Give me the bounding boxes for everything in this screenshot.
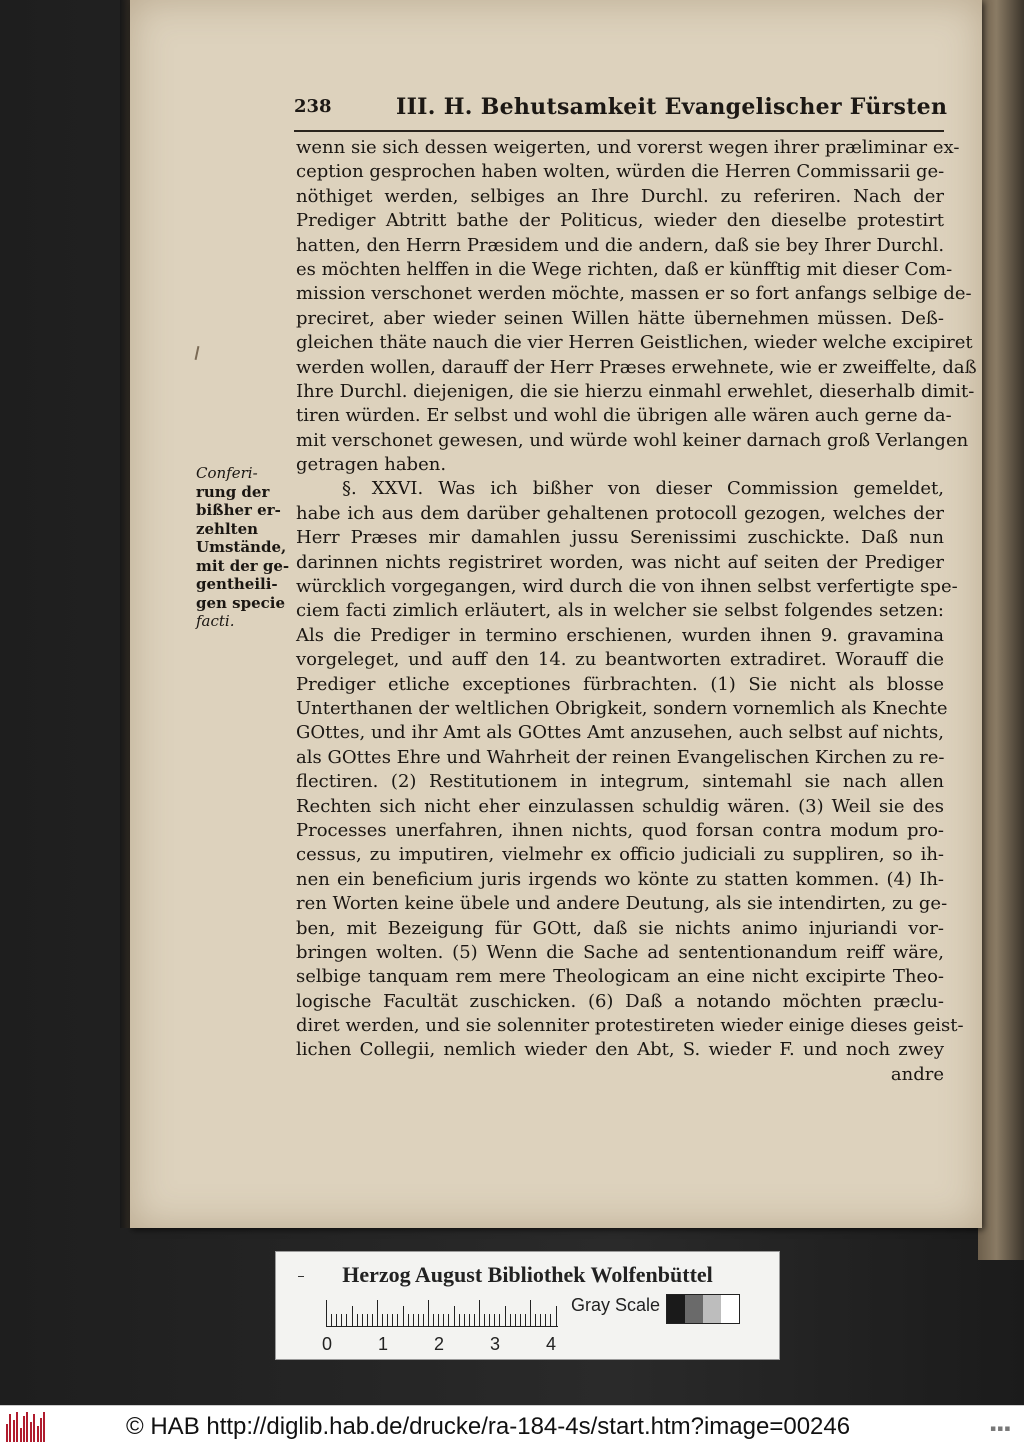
body-text [296,136,977,1087]
text-line: vorgeleget, und auff den 14. zu beantworten extradiret. Worauff die [296,649,944,671]
ruler-tick [550,1314,551,1326]
running-head: III. H. Behutsamkeit Evangelischer Fürsten [396,94,948,120]
text-line: tiren würden. Er selbst und wohl die übrigen alle wären auch gerne da- [296,405,952,427]
text-line: logische Facultät zuschicken. (6) Daß a notando möchten præclu- [296,990,944,1012]
text-line: ren Worten keine übele und andere Deutung, als sie intendirten, zu ge- [296,893,948,915]
text-line: würcklich vorgegangen, wird durch die von ihnen selbst verfertigte spe- [296,576,958,598]
text-line: flectiren. (2) Restitutionem in integrum, sintemahl sie nach allen [296,771,944,793]
text-line: darinnen nichts registriret worden, was nicht auf seiten der Prediger [296,551,944,573]
ruler-tick [494,1314,495,1326]
logo-bar [9,1414,11,1442]
text-line: als GOttes Ehre und Wahrheit der reinen Evangelischen Kirchen zu re- [296,746,945,768]
margin-note-line: Umstände, [196,538,287,556]
text-line: Prediger Abtritt bathe der Politicus, wieder den dieselbe protestirt [296,210,944,232]
logo-bar [40,1418,42,1442]
text-line: cessus, zu imputiren, vielmehr ex officio judiciali zu suppliren, so ih- [296,844,944,866]
text-line: Ihre Durchl. diejenigen, die sie hierzu einmahl erwehlet, dieserhalb dimit- [296,380,975,402]
text-line: Processes unerfahren, ihnen nichts, quod forsan contra modum pro- [296,819,944,841]
text-line: nen ein beneficium juris irgends wo könte zu statten kommen. (4) Ih- [296,868,944,890]
ruler-tick [505,1306,506,1326]
margin-note-line: gen specie [196,593,286,612]
ruler-tick [377,1300,378,1326]
text-line: habe ich aus dem darüber gehaltenen protocoll gezogen, welches der [296,502,944,524]
text-line: ception gesprochen haben wolten, würden die Herren Commissarii ge- [296,161,945,183]
margin-note-line: Conferi- [196,464,258,482]
text-line: Unterthanen der weltlichen Obrigkeit, sondern vornemlich als Knechte [296,697,948,719]
ruler-tick [520,1314,521,1326]
ruler-tick [336,1314,337,1326]
ruler-tick [372,1314,373,1326]
text-line: selbige tanquam rem mere Theologicam an eine nicht excipirte Theo- [296,966,944,988]
ruler-tick [438,1314,439,1326]
ruler-tick [382,1314,383,1326]
text-line: preciret, aber wieder seinen Willen hätte übernehmen müssen. Deß- [296,307,944,329]
logo-bar [30,1422,32,1442]
ruler-tick [392,1314,393,1326]
text-line: GOttes, und ihr Amt als GOttes Amt anzusehen, auch selbst auf nichts, [296,722,944,744]
gray-swatch [721,1295,739,1323]
library-label-card [275,1251,780,1360]
ruler-tick [428,1300,429,1326]
ruler-tick [454,1306,455,1326]
page-header [294,94,948,128]
book-edge [978,0,1024,1260]
ruler-tick [413,1314,414,1326]
ruler-tick [397,1314,398,1326]
ruler-tick [530,1300,531,1326]
text-line: lichen Collegii, nemlich wieder den Abt, S. wieder F. und noch zwey [296,1039,944,1061]
ruler-number: 0 [322,1334,333,1354]
scale-ruler [326,1296,558,1328]
ruler-number: 3 [490,1334,501,1354]
footer-bar [0,1405,1024,1448]
ruler-tick [469,1314,470,1326]
ruler-tick [403,1306,404,1326]
text-line: gleichen thäte nauch die vier Herren Geistlichen, wieder welche excipiret [296,332,973,354]
ruler-tick [499,1314,500,1326]
margin-note-line: facti. [196,612,235,630]
ruler-tick [387,1314,388,1326]
ruler-baseline [326,1326,558,1327]
ruler-number: 2 [434,1334,445,1354]
ruler-number: 4 [546,1334,557,1354]
margin-note [196,464,296,631]
margin-note-line: gentheili- [196,575,278,593]
text-line: mit verschonet gewesen, und würde wohl keiner darnach groß Verlangen [296,429,969,451]
ruler-tick [341,1314,342,1326]
logo-bar [26,1412,28,1442]
gray-swatch [703,1295,721,1323]
text-line: hatten, den Herrn Præsidem und die andern, daß sie bey Ihrer Durchl. [296,234,945,256]
text-line: diret werden, und sie solenniter protestireten wieder einige dieses geist- [296,1015,964,1037]
grayscale-label: Gray Scale [571,1295,661,1315]
logo-bar [23,1416,25,1442]
text-line: bringen wolten. (5) Wenn die Sache ad sententionandum reiff wäre, [296,941,944,963]
text-line: nöthiget werden, selbiges an Ihre Durchl. zu referiren. Nach der [296,185,944,207]
grayscale-bar [666,1294,740,1324]
ruler-tick [362,1314,363,1326]
ruler-tick [367,1314,368,1326]
logo-bar [37,1426,39,1442]
ruler-tick [346,1314,347,1326]
text-line: Rechten sich nicht eher einzulassen schuldig wären. (3) Weil sie des [296,795,944,817]
ruler-tick [525,1314,526,1326]
text-line: ben, mit Bezeigung für GOtt, daß sie nichts animo injuriandi vor- [296,917,944,939]
gray-swatch [667,1295,685,1323]
ruler-tick [474,1314,475,1326]
page-number: 238 [294,96,332,117]
logo-bar [43,1412,45,1442]
margin-note-line: bißher er- [196,501,281,519]
ruler-tick [556,1306,557,1326]
gray-swatch [685,1295,703,1323]
ruler-tick [535,1314,536,1326]
footer-dots-icon: ▪▪▪ [990,1424,1012,1434]
text-line: ciem facti zimlich erläutert, als in welcher sie selbst folgendes setzen: [296,600,944,622]
ruler-tick [448,1314,449,1326]
ruler-tick [408,1314,409,1326]
catchword: andre [890,1063,944,1085]
ruler-tick [433,1314,434,1326]
margin-note-line: zehlten [196,519,259,538]
library-name: Herzog August Bibliothek Wolfenbüttel [342,1262,713,1287]
logo-bar [6,1424,8,1442]
text-line: Herr Præses mir damahlen jussu Serenissimi zuschickte. Daß nun [296,527,944,549]
header-rule [294,130,944,132]
ruler-tick [352,1306,353,1326]
ruler-tick [423,1314,424,1326]
copyright-link[interactable]: © HAB http://diglib.hab.de/drucke/ra-184-4s/start.htm?image=00246 [126,1413,851,1440]
margin-note-line: mit der ge- [196,556,290,575]
text-line: getragen haben. [296,454,447,476]
ruler-tick [515,1314,516,1326]
ruler-number: 1 [378,1334,389,1354]
logo-bar [13,1420,15,1442]
logo-bar [33,1414,35,1442]
ruler-tick [326,1300,327,1326]
margin-note-line: rung der [196,482,270,501]
text-line: werden wollen, darauff der Herr Præses erwehnete, wie er zweiffelte, daß [296,356,977,378]
text-line: wenn sie sich dessen weigerten, und vorerst wegen ihrer præliminar ex- [296,137,960,158]
ruler-tick [331,1314,332,1326]
logo-bar [16,1412,18,1442]
ruler-tick [479,1300,480,1326]
ruler-tick [357,1314,358,1326]
hab-barcode-logo-icon[interactable] [6,1412,48,1442]
ruler-tick [540,1314,541,1326]
text-line: mission verschonet werden möchte, massen er so fort anfangs selbige de- [296,283,972,305]
ruler-tick [459,1314,460,1326]
ruler-tick [545,1314,546,1326]
text-line: Als die Prediger in termino erschienen, wurden ihnen 9. gravamina [296,624,944,646]
ruler-tick [489,1314,490,1326]
ruler-tick [510,1314,511,1326]
ruler-tick [464,1314,465,1326]
ruler-tick [484,1314,485,1326]
text-line: §. XXVI. Was ich bißher von dieser Commission gemeldet, [342,478,944,500]
ruler-tick [443,1314,444,1326]
logo-bar [20,1428,22,1442]
ruler-tick [418,1314,419,1326]
text-line: Prediger etliche exceptiones fürbrachten. (1) Sie nicht als blosse [296,673,944,695]
text-line: es möchten helffen in die Wege richten, daß er künfftig mit dieser Com- [296,258,953,280]
